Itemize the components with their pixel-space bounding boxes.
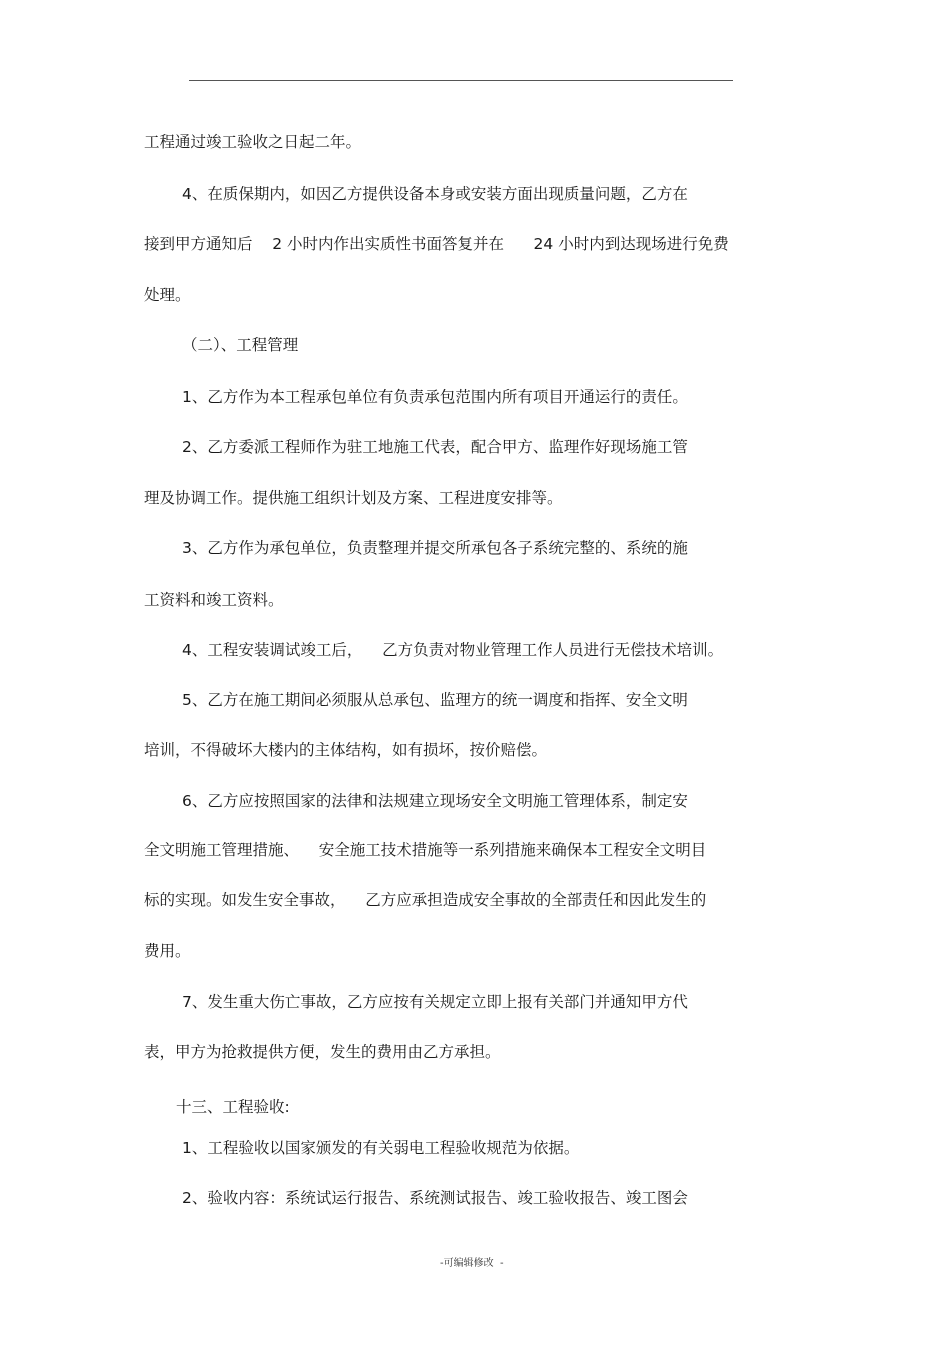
section-heading: 十三、工程验收:	[176, 1098, 290, 1116]
text-line: 表，甲方为抢救提供方便，发生的费用由乙方承担。	[144, 1043, 501, 1061]
text-line: 3、乙方作为承包单位，负责整理并提交所承包各子系统完整的、系统的施	[182, 539, 688, 557]
text-line: 2、验收内容：系统试运行报告、系统测试报告、竣工验收报告、竣工图会	[182, 1189, 688, 1207]
text-line: 2、乙方委派工程师作为驻工地施工代表，配合甲方、监理作好现场施工管	[182, 438, 688, 456]
text-line: 费用。	[144, 942, 191, 960]
page-footer: -可编辑修改 -	[440, 1258, 504, 1269]
text-line: 理及协调工作。提供施工组织计划及方案、工程进度安排等。	[144, 489, 563, 507]
header-rule	[189, 80, 733, 81]
text-line: 标的实现。如发生安全事故， 乙方应承担造成安全事故的全部责任和因此发生的	[144, 891, 707, 909]
text-line: 工程通过竣工验收之日起二年。	[144, 133, 362, 151]
text-line: 4、工程安装调试竣工后， 乙方负责对物业管理工作人员进行无偿技术培训。	[182, 641, 724, 659]
text-line: 1、工程验收以国家颁发的有关弱电工程验收规范为依据。	[182, 1139, 580, 1157]
text-line: 培训，不得破坏大楼内的主体结构，如有损坏，按价赔偿。	[144, 741, 548, 759]
text-line: 1、乙方作为本工程承包单位有负责承包范围内所有项目开通运行的责任。	[182, 388, 688, 406]
text-line: 7、发生重大伤亡事故，乙方应按有关规定立即上报有关部门并通知甲方代	[182, 993, 688, 1011]
text-line: 全文明施工管理措施、 安全施工技术措施等一系列措施来确保本工程安全文明目	[144, 841, 707, 859]
text-line: 工资料和竣工资料。	[144, 591, 284, 609]
text-line: 接到甲方通知后 2 小时内作出实质性书面答复并在 24 小时内到达现场进行免费	[144, 235, 729, 253]
text-line: 5、乙方在施工期间必须服从总承包、监理方的统一调度和指挥、安全文明	[182, 691, 688, 709]
text-line: 6、乙方应按照国家的法律和法规建立现场安全文明施工管理体系，制定安	[182, 792, 688, 810]
text-line: 4、在质保期内，如因乙方提供设备本身或安装方面出现质量问题，乙方在	[182, 185, 688, 203]
text-line: 处理。	[144, 286, 191, 304]
section-heading: （二）、工程管理	[182, 336, 299, 354]
